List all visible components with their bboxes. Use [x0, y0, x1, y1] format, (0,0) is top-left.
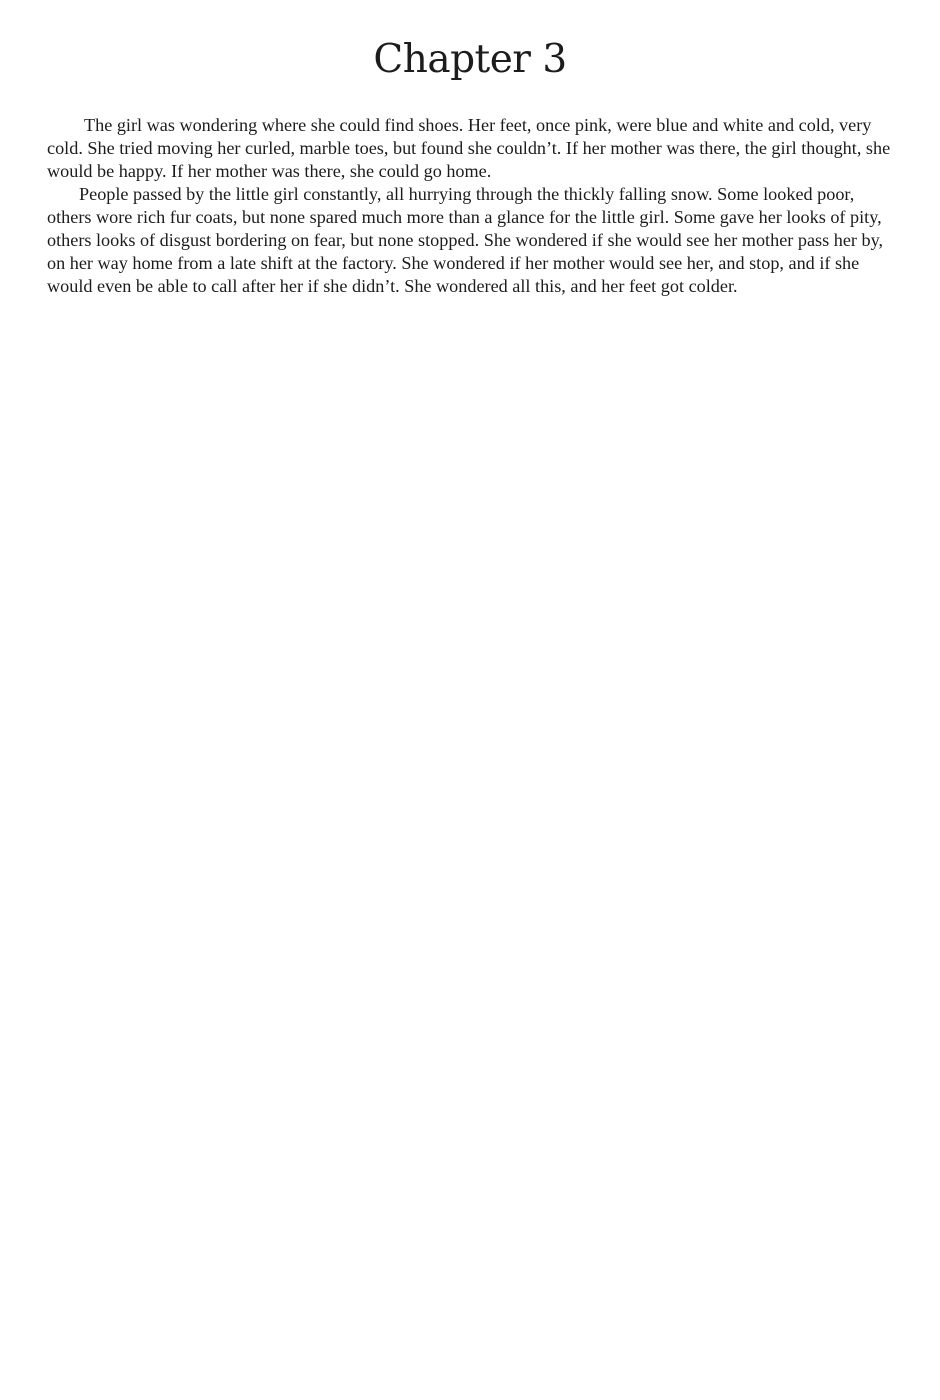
paragraph-2: People passed by the little girl constantly, all hurrying through the thickly falling snow. Some looked poor, others wore rich fur coats, but none spared much more than a glance for the little girl. Some gave her looks of pity, others looks of disgust bordering on fear, but none stopped. She wondered if she would see her mother pass her by, on her way home from a late shift at the factory. She wondered if her mother would see her, and stop, and if she would even be able to call after her if she didn’t. She wondered all this, and her feet got colder. — [47, 184, 884, 296]
paragraph-1: The girl was wondering where she could find shoes. Her feet, once pink, were blue and white and cold, very cold. She tried moving her curled, marble toes, but found she couldn’t. If her mother was there, the girl thought, she would be happy. If her mother was there, she could go home. — [47, 115, 891, 181]
chapter-title: Chapter 3 — [373, 37, 567, 82]
chapter-body — [47, 114, 897, 298]
